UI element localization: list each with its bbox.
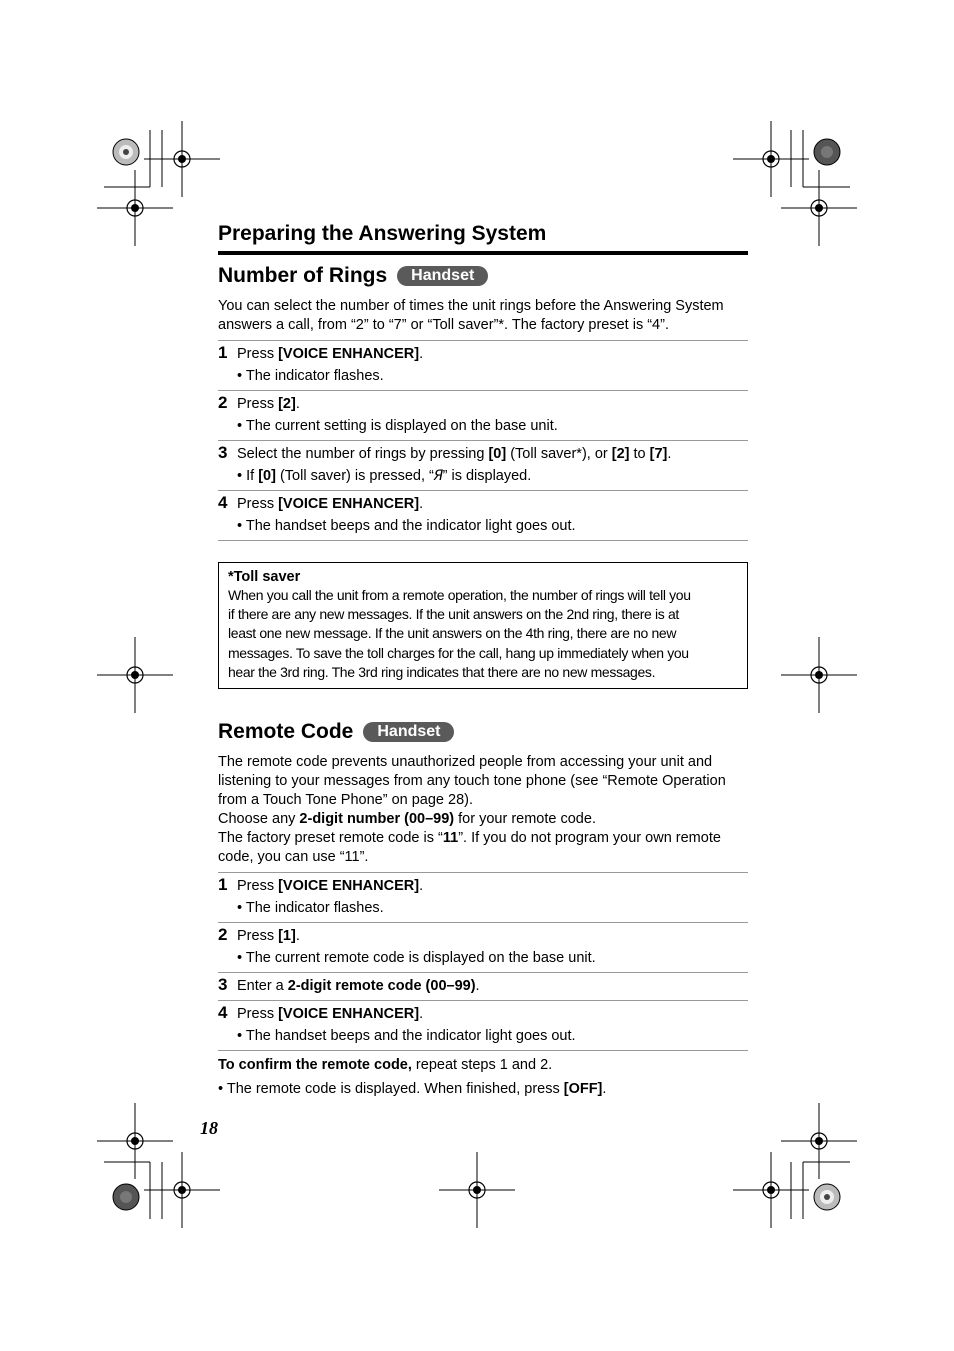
confirm-text: repeat steps 1 and 2. xyxy=(411,1057,553,1074)
remote-step-2 xyxy=(218,923,748,973)
note-body xyxy=(228,586,739,682)
toll-saver-note xyxy=(218,562,748,689)
step-number: 2 xyxy=(218,393,228,412)
remote-intro xyxy=(218,753,748,867)
voice-enhancer-key: [VOICE ENHANCER] xyxy=(278,496,420,512)
step-note: • The indicator flashes. xyxy=(237,368,384,384)
intro-text: for your remote code. xyxy=(454,811,596,828)
step-punct: . xyxy=(667,446,672,462)
key-2: [2] xyxy=(278,396,296,412)
step-text: Select the number of rings by pressing xyxy=(237,446,489,462)
remote-step-3 xyxy=(218,973,748,1001)
step-punct: . xyxy=(419,346,424,362)
step-note xyxy=(218,467,748,486)
remote-intro-1: The remote code prevents unauthorized people from accessing your unit and listening to your messages from any touch tone phone (see “Remote Operation from a Touch Tone Phone” on page 28). xyxy=(218,754,726,809)
remote-step-1 xyxy=(218,873,748,923)
step-note: • The handset beeps and the indicator light goes out. xyxy=(237,1028,576,1045)
rings-step-1 xyxy=(218,341,748,391)
rings-intro: You can select the number of times the unit rings before the Answering System answers a call, from “2” to “7” or “Toll saver”*. The factory preset is “4”. xyxy=(218,298,724,333)
rings-heading-text: Number of Rings xyxy=(218,264,388,287)
off-key: [OFF] xyxy=(563,1081,603,1098)
note-line: When you call the unit from a remote operation, the number of rings will tell you xyxy=(228,587,691,603)
step-punct: . xyxy=(475,978,480,995)
key-7: [7] xyxy=(649,446,668,462)
intro-text: Choose any xyxy=(218,811,300,828)
voice-enhancer-key: [VOICE ENHANCER] xyxy=(278,1006,420,1023)
rings-steps xyxy=(218,340,748,541)
step-text: Enter a xyxy=(237,978,288,995)
intro-text: The factory preset remote code is “ xyxy=(218,830,443,847)
note-line: messages. To save the toll charges for the call, hang up immediately when you xyxy=(228,644,689,661)
rings-step-4 xyxy=(218,491,748,541)
note-text: ” is displayed. xyxy=(442,468,532,484)
step-punct: . xyxy=(295,928,300,945)
step-text: Press xyxy=(237,928,279,945)
step-note: • The indicator flashes. xyxy=(237,900,384,917)
step-text: Press xyxy=(237,496,279,512)
page-number: 18 xyxy=(200,1118,218,1138)
step-number: 3 xyxy=(218,975,228,995)
step-punct: . xyxy=(419,1006,424,1023)
intro-text: ”. If you do not program your own remote code, you can use “11”. xyxy=(218,830,721,866)
voice-enhancer-key: [VOICE ENHANCER] xyxy=(278,878,420,895)
step-note: • The current remote code is displayed on the base unit. xyxy=(237,950,596,967)
confirm-bold: To confirm the remote code, xyxy=(218,1057,412,1074)
note-title: *Toll saver xyxy=(228,569,301,585)
step-text: (Toll saver*), or xyxy=(506,446,612,462)
key-0: [0] xyxy=(258,468,276,484)
lcd-r-glyph: Я xyxy=(433,468,443,484)
step-number: 2 xyxy=(218,925,228,945)
remote-intro-3 xyxy=(218,829,748,867)
rings-step-3 xyxy=(218,441,748,491)
step-punct: . xyxy=(419,878,424,895)
final-note xyxy=(218,1080,748,1099)
step-text: to xyxy=(629,446,650,462)
remote-step-4 xyxy=(218,1001,748,1051)
step-punct: . xyxy=(419,496,424,512)
intro-bold: 11 xyxy=(442,830,459,847)
step-text: Press xyxy=(237,396,279,412)
step-text: Press xyxy=(237,346,279,362)
step-number: 1 xyxy=(218,875,228,895)
remote-handset-badge: Handset xyxy=(363,722,454,742)
remote-code-bold: 2-digit remote code (00–99) xyxy=(287,978,476,995)
intro-bold: 2-digit number (00–99) xyxy=(299,811,455,828)
remote-intro-2 xyxy=(218,810,748,829)
final-text: • The remote code is displayed. When finished, press xyxy=(218,1081,564,1098)
remote-steps xyxy=(218,872,748,1051)
note-line: hear the 3rd ring. The 3rd ring indicates that there are no new messages. xyxy=(228,663,656,680)
step-text: Press xyxy=(237,1006,279,1023)
step-number: 1 xyxy=(218,343,228,362)
note-line: if there are any new messages. If the unit answers on the 2nd ring, there is at xyxy=(228,606,679,623)
remote-heading xyxy=(218,717,748,747)
step-punct: . xyxy=(295,396,300,412)
key-1: [1] xyxy=(278,928,296,945)
section-title: Preparing the Answering System xyxy=(218,222,748,255)
key-0: [0] xyxy=(488,446,507,462)
note-text: • If xyxy=(237,468,259,484)
step-number: 4 xyxy=(218,1003,228,1023)
rings-handset-badge: Handset xyxy=(397,266,488,286)
remote-heading-text: Remote Code xyxy=(218,720,354,744)
step-number: 3 xyxy=(218,443,228,462)
final-punct: . xyxy=(602,1081,607,1098)
key-2: [2] xyxy=(611,446,630,462)
step-note: • The current setting is displayed on the base unit. xyxy=(237,418,558,434)
page-content xyxy=(218,222,748,1099)
step-number: 4 xyxy=(218,493,228,512)
confirm-remote-code xyxy=(218,1056,748,1075)
rings-step-2 xyxy=(218,391,748,441)
note-text: (Toll saver) is pressed, “ xyxy=(275,468,434,484)
step-text: Press xyxy=(237,878,279,895)
note-line: least one new message. If the unit answers on the 4th ring, there are no new xyxy=(228,625,677,642)
step-note: • The handset beeps and the indicator light goes out. xyxy=(237,518,576,534)
voice-enhancer-key: [VOICE ENHANCER] xyxy=(278,346,420,362)
rings-heading xyxy=(218,261,748,291)
